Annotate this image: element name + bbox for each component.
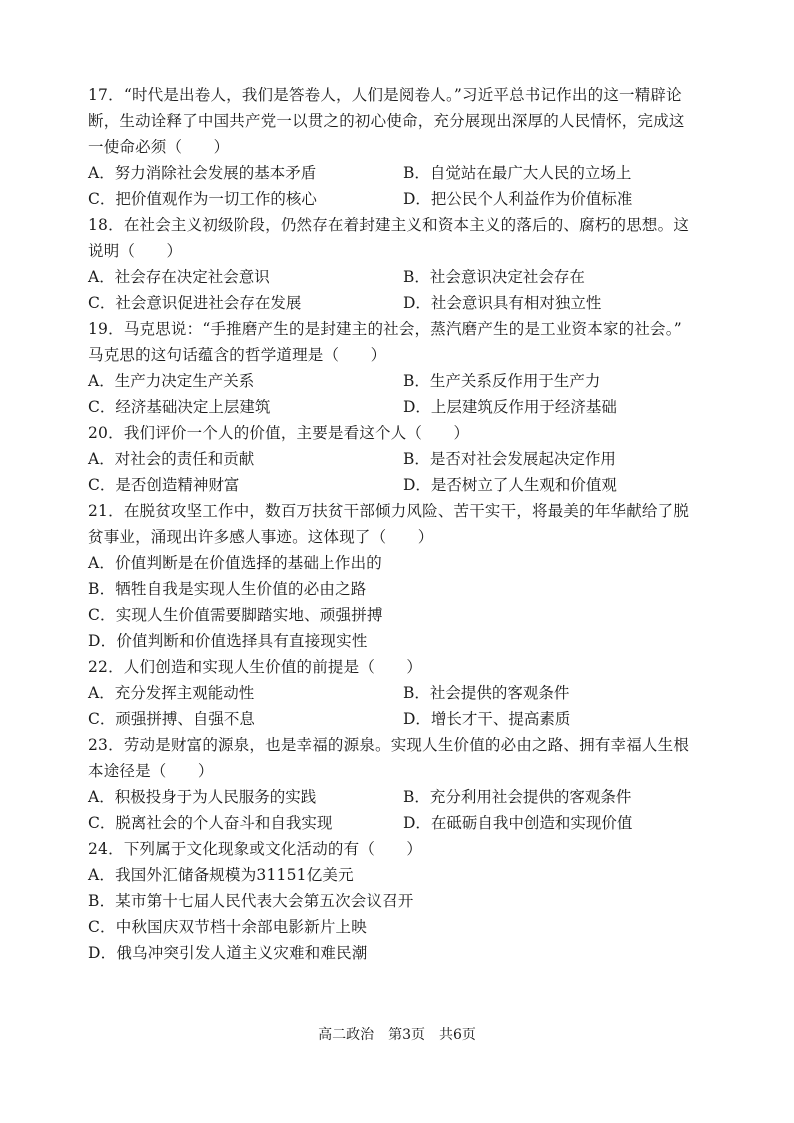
- option-row: [88, 680, 718, 706]
- option-row: [88, 368, 718, 394]
- option-row: [88, 160, 718, 186]
- option-b: B．充分利用社会提供的客观条件: [403, 788, 632, 806]
- question-21: [88, 498, 718, 654]
- option-row: [88, 394, 718, 420]
- option-c: C．顽强拼搏、自强不息: [88, 710, 255, 728]
- question-stem: 20．我们评价一个人的价值，主要是看这个人（ ）: [88, 424, 470, 442]
- option-d: D．增长才干、提高素质: [403, 710, 571, 728]
- question-22: [88, 654, 718, 732]
- question-18: [88, 212, 718, 316]
- option-c: C．经济基础决定上层建筑: [88, 398, 271, 416]
- option-b: B．生产关系反作用于生产力: [403, 372, 601, 390]
- option-a: A．生产力决定生产关系: [88, 372, 255, 390]
- question-19: [88, 316, 718, 420]
- option-d: D．价值判断和价值选择具有直接现实性: [88, 632, 368, 650]
- option-d: D．把公民个人利益作为价值标准: [403, 190, 633, 208]
- option-a: A．积极投身于为人民服务的实践: [88, 788, 317, 806]
- question-stem: 本途径是（ ）: [88, 762, 214, 780]
- question-stem: 说明（ ）: [88, 242, 183, 260]
- question-24: [88, 836, 718, 966]
- option-c: C．把价值观作为一切工作的核心: [88, 190, 317, 208]
- question-stem: 17．“时代是出卷人，我们是答卷人，人们是阅卷人。”习近平总书记作出的这一精辟论: [88, 86, 682, 104]
- option-a: A．社会存在决定社会意识: [88, 268, 270, 286]
- option-row: [88, 472, 718, 498]
- option-row: [88, 264, 718, 290]
- question-stem: 断，生动诠释了中国共产党一以贯之的初心使命，充分展现出深厚的人民情怀，完成这: [88, 112, 685, 130]
- question-stem: 18．在社会主义初级阶段，仍然存在着封建主义和资本主义的落后的、腐朽的思想。这: [88, 216, 690, 234]
- question-17: [88, 82, 718, 212]
- option-d: D．在砥砺自我中创造和实现价值: [403, 814, 633, 832]
- option-b: B．牺牲自我是实现人生价值的必由之路: [88, 580, 367, 598]
- question-stem: 19．马克思说：“手推磨产生的是封建主的社会，蒸汽磨产生的是工业资本家的社会。”: [88, 320, 682, 338]
- option-b: B．社会提供的客观条件: [403, 684, 570, 702]
- option-c: C．社会意识促进社会存在发展: [88, 294, 302, 312]
- option-row: [88, 446, 718, 472]
- option-c: C．中秋国庆双节档十余部电影新片上映: [88, 918, 367, 936]
- option-c: C．实现人生价值需要脚踏实地、顽强拼搏: [88, 606, 383, 624]
- option-c: C．脱离社会的个人奋斗和自我实现: [88, 814, 333, 832]
- question-stem: 23．劳动是财富的源泉，也是幸福的源泉。实现人生价值的必由之路、拥有幸福人生根: [88, 736, 690, 754]
- option-a: A．充分发挥主观能动性: [88, 684, 255, 702]
- question-stem: 21．在脱贫攻坚工作中，数百万扶贫干部倾力风险、苦干实干，将最美的年华献给了脱: [88, 502, 690, 520]
- option-a: A．对社会的责任和贡献: [88, 450, 255, 468]
- question-20: [88, 420, 718, 498]
- question-stem: 22．人们创造和实现人生价值的前提是（ ）: [88, 658, 423, 676]
- page-footer: 高二政治 第3页 共6页: [318, 1027, 476, 1043]
- option-b: B．某市第十七届人民代表大会第五次会议召开: [88, 892, 414, 910]
- question-23: [88, 732, 718, 836]
- option-b: B．自觉站在最广大人民的立场上: [403, 164, 632, 182]
- option-a: A．努力消除社会发展的基本矛盾: [88, 164, 317, 182]
- option-b: B．社会意识决定社会存在: [403, 268, 585, 286]
- option-row: [88, 706, 718, 732]
- question-stem: 贫事业，涌现出许多感人事迹。这体现了（ ）: [88, 528, 434, 546]
- option-d: D．是否树立了人生观和价值观: [403, 476, 617, 494]
- question-stem: 24．下列属于文化现象或文化活动的有（ ）: [88, 840, 423, 858]
- option-d: D．社会意识具有相对独立性: [403, 294, 602, 312]
- question-stem: 一使命必须（ ）: [88, 138, 230, 156]
- question-stem: 马克思的这句话蕴含的哲学道理是（ ）: [88, 346, 387, 364]
- option-d: D．俄乌冲突引发人道主义灾难和难民潮: [88, 944, 368, 962]
- exam-page: [88, 82, 718, 966]
- option-c: C．是否创造精神财富: [88, 476, 240, 494]
- option-d: D．上层建筑反作用于经济基础: [403, 398, 617, 416]
- option-row: [88, 784, 718, 810]
- option-b: B．是否对社会发展起决定作用: [403, 450, 616, 468]
- option-row: [88, 290, 718, 316]
- option-a: A．我国外汇储备规模为31151亿美元: [88, 866, 354, 884]
- option-row: [88, 810, 718, 836]
- option-row: [88, 186, 718, 212]
- option-a: A．价值判断是在价值选择的基础上作出的: [88, 554, 382, 572]
